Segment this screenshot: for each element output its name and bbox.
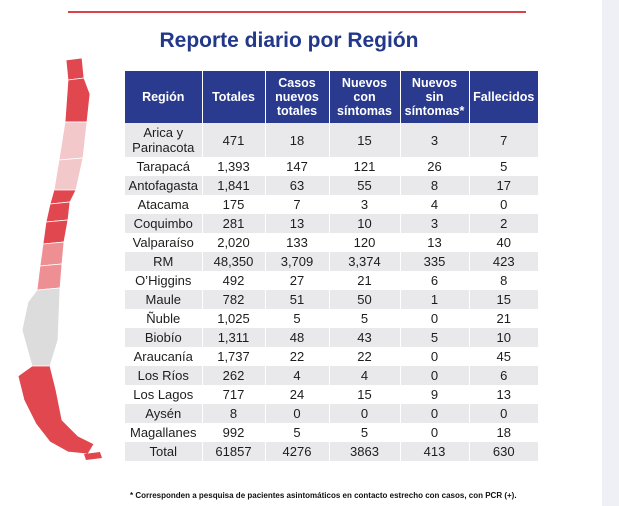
cell-sin-sintomas: 9	[400, 385, 469, 404]
cell-fallecidos: 0	[469, 195, 538, 214]
cell-sin-sintomas: 3	[400, 123, 469, 157]
cell-casos-nuevos: 5	[265, 423, 329, 442]
cell-casos-nuevos: 22	[265, 347, 329, 366]
cell-region: Valparaíso	[125, 233, 202, 252]
cell-region: RM	[125, 252, 202, 271]
cell-con-sintomas: 5	[329, 423, 400, 442]
map-region-maule	[37, 264, 62, 290]
cell-casos-nuevos: 63	[265, 176, 329, 195]
cell-sin-sintomas: 0	[400, 404, 469, 423]
cell-totales: 471	[202, 123, 265, 157]
cell-region: O’Higgins	[125, 271, 202, 290]
cell-totales: 992	[202, 423, 265, 442]
cell-region: Ñuble	[125, 309, 202, 328]
col-header-totales: Totales	[202, 71, 265, 123]
cell-totales: 1,025	[202, 309, 265, 328]
cell-region: Antofagasta	[125, 176, 202, 195]
col-header-region: Región	[125, 71, 202, 123]
total-fallecidos: 630	[469, 442, 538, 461]
table-row	[125, 195, 538, 214]
cell-con-sintomas: 22	[329, 347, 400, 366]
table-row	[125, 404, 538, 423]
map-region-rm	[43, 220, 68, 244]
region-report-table	[125, 71, 538, 461]
table-row	[125, 309, 538, 328]
cell-sin-sintomas: 5	[400, 328, 469, 347]
cell-region: Los Ríos	[125, 366, 202, 385]
cell-fallecidos: 17	[469, 176, 538, 195]
cell-con-sintomas: 120	[329, 233, 400, 252]
table-row	[125, 176, 538, 195]
cell-totales: 48,350	[202, 252, 265, 271]
cell-totales: 717	[202, 385, 265, 404]
cell-fallecidos: 18	[469, 423, 538, 442]
cell-sin-sintomas: 335	[400, 252, 469, 271]
cell-fallecidos: 423	[469, 252, 538, 271]
total-con-sintomas: 3863	[329, 442, 400, 461]
cell-casos-nuevos: 51	[265, 290, 329, 309]
cell-region: Los Lagos	[125, 385, 202, 404]
cell-region: Araucanía	[125, 347, 202, 366]
col-header-fallecidos: Fallecidos	[469, 71, 538, 123]
col-header-sin-sintomas: Nuevos sin síntomas*	[400, 71, 469, 123]
cell-fallecidos: 2	[469, 214, 538, 233]
table-row	[125, 328, 538, 347]
table-total-row	[125, 442, 538, 461]
map-region-atacama	[54, 158, 83, 190]
cell-con-sintomas: 5	[329, 309, 400, 328]
cell-sin-sintomas: 6	[400, 271, 469, 290]
cell-casos-nuevos: 27	[265, 271, 329, 290]
cell-fallecidos: 15	[469, 290, 538, 309]
cell-region: Arica y Parinacota	[125, 123, 202, 157]
table-row	[125, 385, 538, 404]
cell-sin-sintomas: 13	[400, 233, 469, 252]
table-row	[125, 157, 538, 176]
cell-casos-nuevos: 3,709	[265, 252, 329, 271]
footnote: * Corresponden a pesquisa de pacientes asintomáticos en contacto estrecho con casos, con PCR (+).	[130, 491, 517, 500]
cell-totales: 1,737	[202, 347, 265, 366]
cell-sin-sintomas: 4	[400, 195, 469, 214]
table-header-row	[125, 71, 538, 123]
map-region-arica	[66, 58, 84, 80]
right-scroll-strip	[594, 0, 619, 506]
cell-sin-sintomas: 26	[400, 157, 469, 176]
cell-fallecidos: 13	[469, 385, 538, 404]
cell-totales: 2,020	[202, 233, 265, 252]
cell-totales: 8	[202, 404, 265, 423]
cell-casos-nuevos: 4	[265, 366, 329, 385]
cell-fallecidos: 5	[469, 157, 538, 176]
table-row	[125, 347, 538, 366]
map-region-tarapaca	[65, 78, 90, 122]
table-row	[125, 123, 538, 157]
total-totales: 61857	[202, 442, 265, 461]
cell-region: Atacama	[125, 195, 202, 214]
cell-con-sintomas: 15	[329, 123, 400, 157]
map-region-antofagasta	[59, 122, 87, 160]
cell-fallecidos: 45	[469, 347, 538, 366]
cell-casos-nuevos: 13	[265, 214, 329, 233]
cell-casos-nuevos: 7	[265, 195, 329, 214]
cell-fallecidos: 6	[469, 366, 538, 385]
cell-sin-sintomas: 3	[400, 214, 469, 233]
cell-con-sintomas: 3	[329, 195, 400, 214]
cell-sin-sintomas: 0	[400, 309, 469, 328]
cell-totales: 492	[202, 271, 265, 290]
cell-con-sintomas: 3,374	[329, 252, 400, 271]
map-region-valparaiso	[46, 202, 70, 222]
cell-totales: 1,393	[202, 157, 265, 176]
cell-sin-sintomas: 1	[400, 290, 469, 309]
cell-fallecidos: 21	[469, 309, 538, 328]
table-row	[125, 366, 538, 385]
cell-region: Aysén	[125, 404, 202, 423]
cell-sin-sintomas: 0	[400, 366, 469, 385]
cell-sin-sintomas: 0	[400, 347, 469, 366]
cell-con-sintomas: 55	[329, 176, 400, 195]
col-header-con-sintomas: Nuevos con síntomas	[329, 71, 400, 123]
cell-fallecidos: 40	[469, 233, 538, 252]
cell-region: Biobío	[125, 328, 202, 347]
chile-region-map	[10, 40, 110, 460]
cell-region: Tarapacá	[125, 157, 202, 176]
cell-casos-nuevos: 5	[265, 309, 329, 328]
cell-totales: 175	[202, 195, 265, 214]
total-sin-sintomas: 413	[400, 442, 469, 461]
total-label: Total	[125, 442, 202, 461]
cell-fallecidos: 0	[469, 404, 538, 423]
cell-casos-nuevos: 0	[265, 404, 329, 423]
table-row	[125, 214, 538, 233]
cell-sin-sintomas: 8	[400, 176, 469, 195]
table-row	[125, 233, 538, 252]
cell-casos-nuevos: 133	[265, 233, 329, 252]
table-row	[125, 252, 538, 271]
cell-casos-nuevos: 24	[265, 385, 329, 404]
cell-casos-nuevos: 18	[265, 123, 329, 157]
cell-con-sintomas: 43	[329, 328, 400, 347]
cell-totales: 1,841	[202, 176, 265, 195]
cell-casos-nuevos: 147	[265, 157, 329, 176]
table-row	[125, 271, 538, 290]
cell-totales: 1,311	[202, 328, 265, 347]
cell-fallecidos: 10	[469, 328, 538, 347]
map-region-south-central	[22, 288, 60, 366]
cell-region: Maule	[125, 290, 202, 309]
total-casos-nuevos: 4276	[265, 442, 329, 461]
cell-con-sintomas: 50	[329, 290, 400, 309]
cell-totales: 782	[202, 290, 265, 309]
cell-region: Magallanes	[125, 423, 202, 442]
cell-fallecidos: 7	[469, 123, 538, 157]
cell-totales: 281	[202, 214, 265, 233]
cell-fallecidos: 8	[469, 271, 538, 290]
top-rule	[68, 11, 526, 13]
cell-con-sintomas: 4	[329, 366, 400, 385]
map-region-coquimbo	[50, 190, 76, 204]
cell-sin-sintomas: 0	[400, 423, 469, 442]
cell-casos-nuevos: 48	[265, 328, 329, 347]
col-header-casos-nuevos: Casos nuevos totales	[265, 71, 329, 123]
table-row	[125, 423, 538, 442]
map-region-far-south	[18, 366, 94, 454]
cell-con-sintomas: 21	[329, 271, 400, 290]
map-region-ohiggins	[40, 242, 64, 266]
cell-con-sintomas: 0	[329, 404, 400, 423]
cell-totales: 262	[202, 366, 265, 385]
cell-con-sintomas: 10	[329, 214, 400, 233]
table-row	[125, 290, 538, 309]
cell-con-sintomas: 15	[329, 385, 400, 404]
cell-region: Coquimbo	[125, 214, 202, 233]
cell-con-sintomas: 121	[329, 157, 400, 176]
page-title: Reporte diario por Región	[159, 29, 419, 52]
